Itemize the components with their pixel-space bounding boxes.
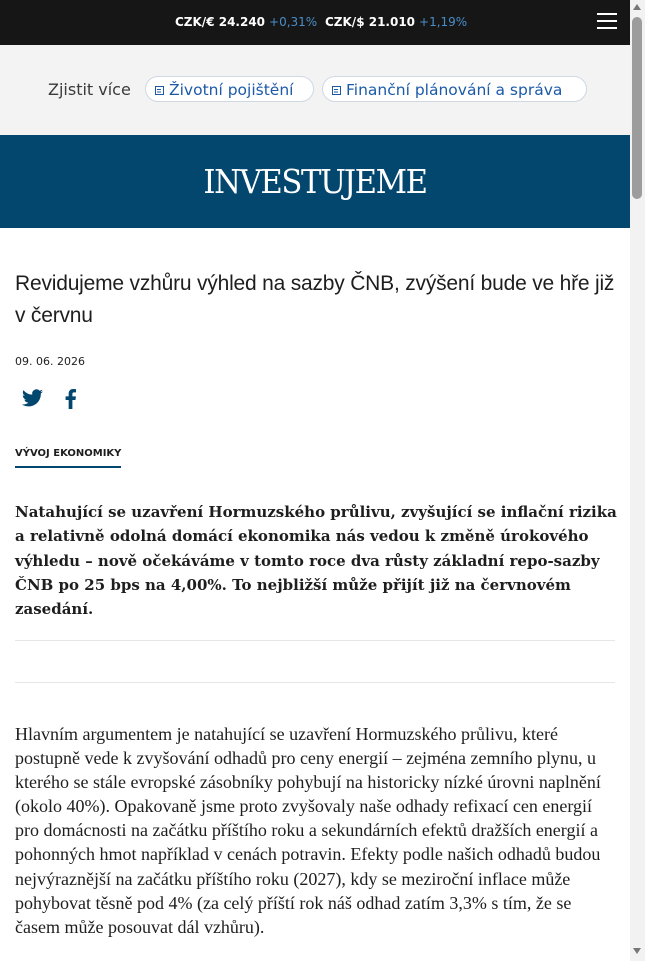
currency-bar (0, 0, 630, 45)
menu-icon[interactable] (597, 13, 617, 32)
scroll-up-icon[interactable] (633, 4, 641, 10)
article-perex: Natahující se uzavření Hormuzského průlivu, zvyšující se inflační rizika a relativně odolná domácí ekonomika nás vedou k změně úrokového výhledu – nově očekáváme v tomto roce dva růsty základní repo-sazby ČNB po 25 bps na 4,00%. To nejbližší může přijít již na červnovém zasedání. (15, 503, 617, 619)
facebook-icon[interactable] (62, 387, 78, 410)
article-headline: Revidujeme vzhůru výhled na sazby ČNB, zvýšení bude ve hře již v červnu (15, 272, 615, 327)
related-links (0, 45, 630, 135)
scrollbar[interactable] (630, 0, 645, 961)
article-body: Hlavním argumentem je natahující se uzavření Hormuzského průlivu, které postupně vede k zvyšování odhadů pro ceny energií – zejména zemního plynu, u kterého se stále evropské zásobníky pohybují na historicky nízké úrovni naplnění (okolo 40%). Opakovaně jsme proto zvyšovaly naše odhady refixací cen energií pro domácnosti na začátku příštího roku a sekundárních efektů dražších energií a pohonných hmot například v cenách potravin. Efekty podle našich odhadů budou nejvýraznější na začátku příštího roku (2027), kdy se meziroční inflace může pohybovat těsně pod 4% (za celý příští rok náš odhad zatím 3,3% s tím, že se časem může posouvat dál vzhůru). (15, 724, 601, 937)
currency-usd-label: CZK/$ 21.010 (325, 15, 416, 29)
currency-eur-change: +0,31% (269, 15, 318, 29)
section-banner (0, 135, 630, 228)
divider (15, 640, 615, 641)
link-financial-planning-label: Finanční plánování a správa (346, 81, 563, 99)
links-prefix: Zjistit více (48, 80, 131, 99)
document-icon (332, 86, 341, 95)
currency-eur-label: CZK/€ 24.240 (175, 15, 266, 29)
category-tag[interactable]: VÝVOJ EKONOMIKY (15, 448, 121, 468)
scroll-down-icon[interactable] (633, 948, 641, 954)
currency-usd-change: +1,19% (419, 15, 468, 29)
currency-eur (175, 15, 317, 29)
article-date: 09. 06. 2026 (15, 355, 85, 368)
link-financial-planning[interactable] (322, 76, 587, 102)
banner-title: INVESTUJEME (203, 162, 427, 201)
currency-usd (325, 15, 467, 29)
scrollbar-thumb[interactable] (632, 17, 642, 199)
link-life-insurance[interactable] (145, 76, 314, 102)
link-life-insurance-label: Životní pojištění (169, 81, 294, 99)
divider (15, 682, 615, 683)
twitter-icon[interactable] (21, 387, 44, 410)
document-icon (155, 86, 164, 95)
